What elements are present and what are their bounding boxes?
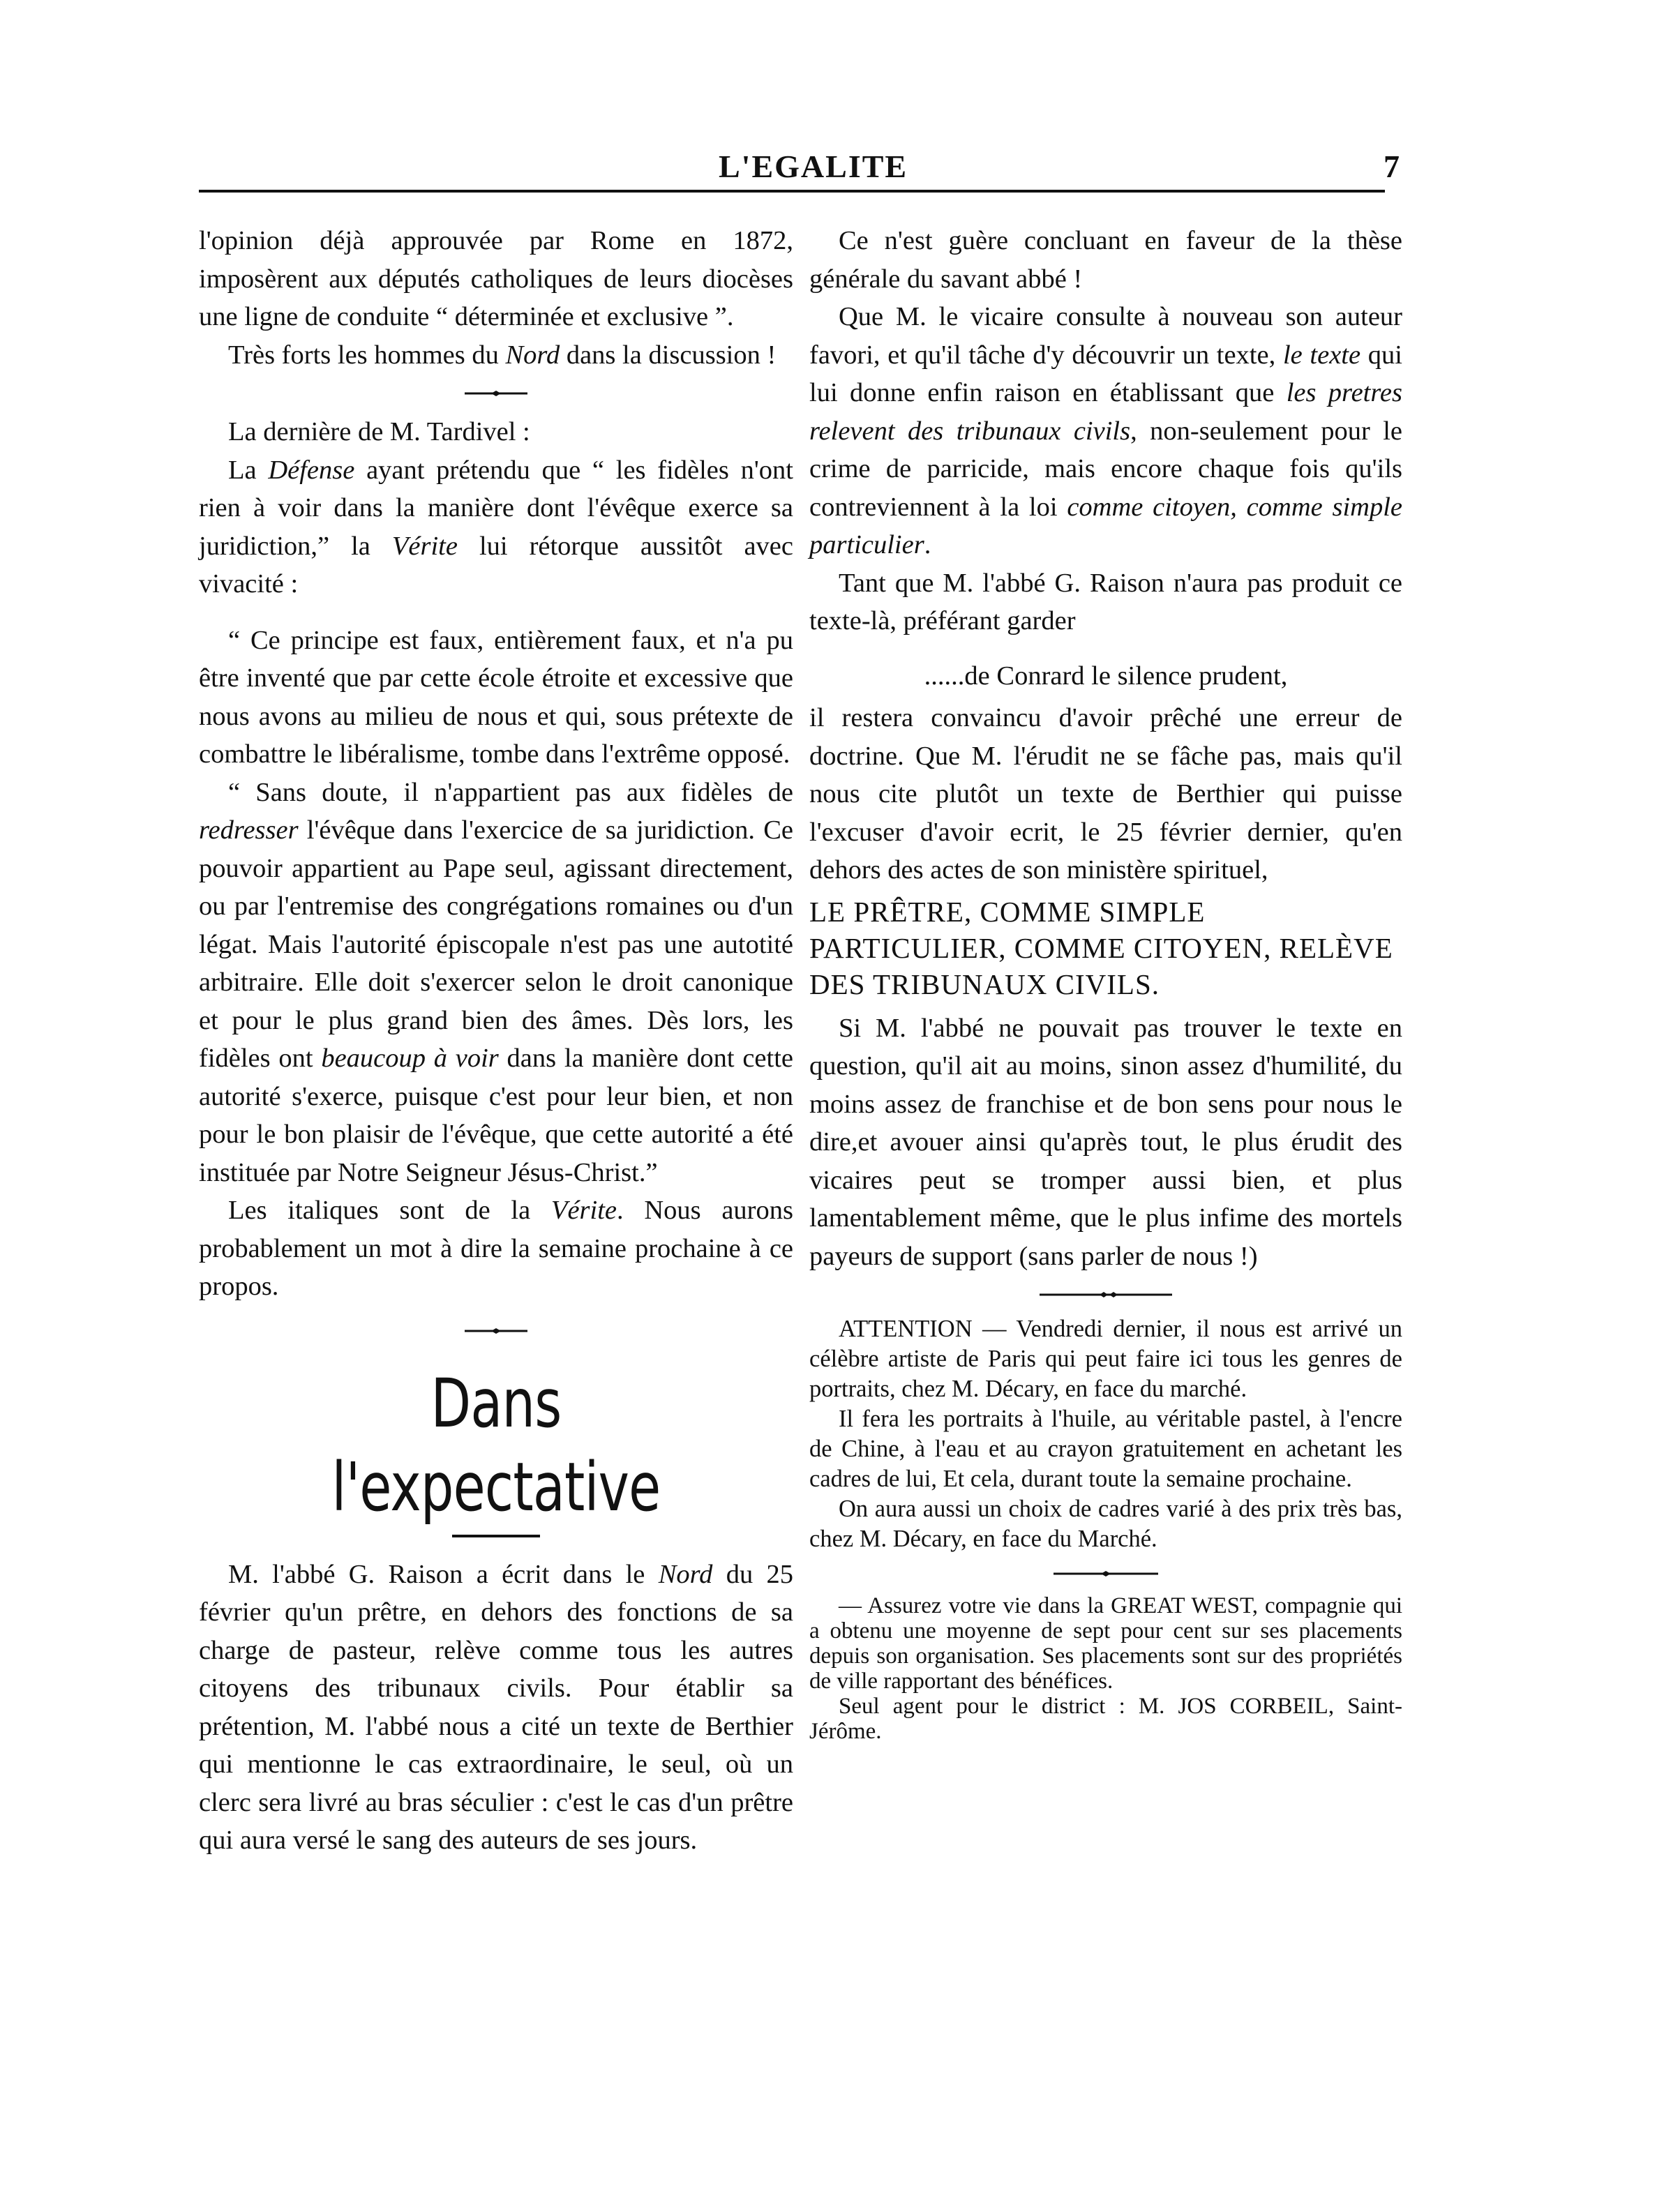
advertisement-paragraph: Il fera les portraits à l'huile, au véritable pastel, à l'encre de Chine, à l'eau et au crayon gratuitement en achetant les cadres de lui, Et cela, durant toute la semaine prochaine. — [809, 1406, 1402, 1492]
header-rule — [199, 190, 1385, 193]
paragraph: Si M. l'abbé ne pouvait pas trouver le texte en question, qu'il ait au moins, sinon assez d'humilité, du moins assez de franchise et de bon sens pour nous le dire,et avouer ainsi qu'après tout, le plus érudit des vicaires peut se tromper aussi bien, et plus lamentablement même, que le plus infime des mortels payeurs de support (sans parler de nous !) — [809, 1013, 1402, 1271]
section-divider — [809, 1275, 1402, 1314]
paragraph: Très forts les hommes du Nord dans la discussion ! — [228, 340, 777, 370]
paragraph: Tant que M. l'abbé G. Raison n'aura pas produit ce texte-là, préférant garder — [809, 568, 1402, 635]
advertisement-paragraph: — Assurez votre vie dans la GREAT WEST, compagnie qui a obtenu une moyenne de sept pour cent sur ses placements depuis son organisation. Ses placements sont sur des propriétés de ville rapportant des bénéfices. — [809, 1593, 1402, 1694]
left-column — [199, 222, 793, 1860]
paragraph: M. l'abbé G. Raison a écrit dans le Nord du 25 février qu'un prêtre, en dehors des fonctions de sa charge de pasteur, relève comme tous les autres citoyens des tribunaux civils. Pour établir sa prétention, M. l'abbé nous a cité un texte de Berthier qui mentionne le cas extraordinaire, le seul, où un clerc sera livré au bras séculier : c'est le cas d'un prêtre qui aura versé le sang des auteurs de ses jours. — [199, 1559, 793, 1855]
right-column — [809, 222, 1402, 1744]
verse-quotation: ......de Conrard le silence prudent, — [924, 661, 1288, 691]
paragraph: La Défense ayant prétendu que “ les fidèles n'ont rien à voir dans la manière dont l'évêque exerce sa juridiction,” la Vérite lui rétorque aussitôt avec vivacité : — [199, 455, 793, 599]
paragraph: La dernière de M. Tardivel : — [228, 417, 530, 446]
paragraph: Que M. le vicaire consulte à nouveau son auteur favori, et qu'il tâche d'y découvrir un texte, le texte qui lui donne enfin raison en établissant que les pretres relevent des tribunaux civils, non-seulement pour le crime de parricide, mais encore chaque fois qu'ils contreviennent à la loi comme citoyen, comme simple particulier. — [809, 302, 1403, 559]
paragraph: Les italiques sont de la Vérite. Nous aurons probablement un mot à dire la semaine prochaine à ce propos. — [199, 1196, 793, 1301]
newspaper-title: L'EGALITE — [719, 149, 908, 184]
paragraph: il restera convaincu d'avoir prêché une erreur de doctrine. Que M. l'érudit ne se fâche pas, mais qu'il nous cite plutôt un texte de Berthier qui puisse l'excuser d'avoir ecrit, le 25 février dernier, qu'en dehors des actes de son ministère spirituel, — [809, 703, 1402, 885]
quotation: “ Ce principe est faux, entièrement faux, et n'a pu être inventé que par cette école étroite et excessive que nous avons au milieu de nous et qui, sous prétexte de combattre le libéralisme, tombe dans l'extrême opposé. — [199, 625, 793, 769]
advertisement-paragraph: On aura aussi un choix de cadres varié à des prix très bas, chez M. Décary, en face du Marché. — [809, 1496, 1402, 1552]
section-divider — [809, 1554, 1402, 1593]
advertisement-paragraph: Seul agent pour le district : M. JOS CORBEIL, Saint-Jérôme. — [809, 1694, 1402, 1744]
article-headline: Dans l'expectative — [331, 1364, 661, 1526]
page-number: 7 — [1384, 149, 1400, 184]
paragraph: l'opinion déjà approuvée par Rome en 1872, imposèrent aux députés catholiques de leurs diocèses une ligne de conduite “ déterminée et exclusive ”. — [199, 226, 793, 331]
emphasized-statement: LE PRÊTRE, COMME SIMPLE PARTICULIER, COMME CITOYEN, RELÈVE DES TRIBUNAUX CIVILS. — [809, 895, 1393, 1000]
advertisement-paragraph: ATTENTION — Vendredi dernier, il nous est arrivé un célèbre artiste de Paris qui peut faire ici tous les genres de portraits, chez M. Décary, en face du marché. — [809, 1316, 1402, 1402]
section-divider — [199, 374, 793, 413]
paragraph: Ce n'est guère concluant en faveur de la thèse générale du savant abbé ! — [809, 226, 1402, 294]
quotation: “ Sans doute, il n'appartient pas aux fidèles de redresser l'évêque dans l'exercice de sa juridiction. Ce pouvoir appartient au Pape seul, agissant directement, ou par l'entremise des congrégations romaines ou d'un légat. Mais l'autorité épiscopale n'est pas une autotité arbitraire. Elle doit s'exercer selon le droit canonique et pour le plus grand bien des âmes. Dès lors, les fidèles ont beaucoup à voir dans la manière dont cette autorité s'exerce, puisque c'est pour leur bien, et non pour le bon plaisir de l'évêque, que cette autorité a été instituée par Notre Seigneur Jésus-Christ.” — [199, 777, 793, 1187]
headline-rule — [452, 1535, 540, 1537]
section-divider — [199, 1311, 793, 1350]
